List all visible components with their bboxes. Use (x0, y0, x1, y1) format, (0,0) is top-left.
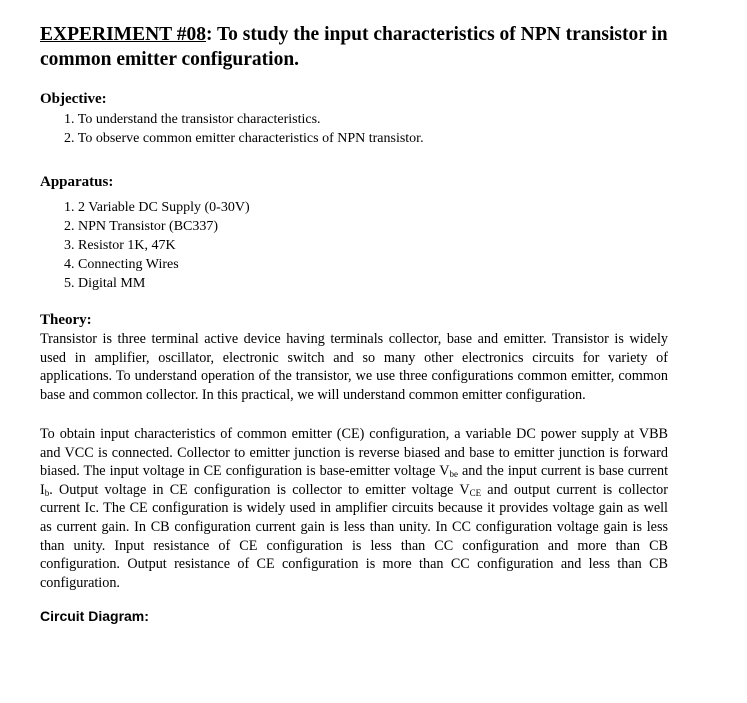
theory-paragraph-1: Transistor is three terminal active device having terminals collector, base and emitter. Transistor is widely used in amplifier, oscillator, electronic switch and so many other electronics circuits for variety of applications. To understand operation of the transistor, we use three configurations common emitter, common base and common collector. In this practical, we will understand common emitter configuration. (40, 331, 668, 403)
experiment-title-text: : To study the input characteristics of NPN transistor in common emitter configuration. (40, 24, 668, 70)
theory-heading: Theory: (40, 312, 92, 328)
list-item: 2. To observe common emitter characteristics of NPN transistor. (64, 131, 424, 146)
text-run: To obtain input characteristics of common emitter (CE) configuration, a variable DC power supply at VBB and VCC is connected. Collector to emitter junction is reverse biased and base to emitter junction is forward biased. The input voltage in CE configuration is base-emitter voltage V (40, 426, 668, 480)
list-item: 1. 2 Variable DC Supply (0-30V) (64, 200, 250, 215)
objective-heading: Objective: (40, 91, 107, 107)
objective-list (64, 110, 424, 148)
apparatus-list (64, 198, 250, 293)
circuit-diagram-heading: Circuit Diagram: (40, 608, 149, 624)
text-run: . Output voltage in CE configuration is collector to emitter voltage V (49, 481, 470, 498)
list-item: 4. Connecting Wires (64, 257, 179, 272)
list-item: 2. NPN Transistor (BC337) (64, 219, 219, 234)
theory-paragraph-2 (40, 425, 668, 592)
experiment-number: EXPERIMENT #08 (40, 24, 206, 45)
list-item: 1. To understand the transistor characteristics. (64, 112, 321, 127)
subscript: be (449, 469, 458, 480)
text-run: and the input current is base current I (40, 463, 669, 498)
apparatus-heading: Apparatus: (40, 174, 114, 190)
experiment-title (40, 22, 730, 72)
text-run: and output current is collector current Ic. The CE configuration is widely used in amplifier circuits because it provides voltage gain as well as current gain. In CB configuration current gain is less than unity. In CC configuration voltage gain is less than unity. Input resistance of CE configuration is less than CC configuration and more than CB configuration. Output resistance of CE configuration is more than CC configuration and less than CB configuration. (40, 481, 668, 591)
list-item: 5. Digital MM (64, 276, 146, 291)
subscript: b (44, 487, 50, 498)
subscript: CE (469, 487, 482, 498)
list-item: 3. Resistor 1K, 47K (64, 238, 176, 253)
